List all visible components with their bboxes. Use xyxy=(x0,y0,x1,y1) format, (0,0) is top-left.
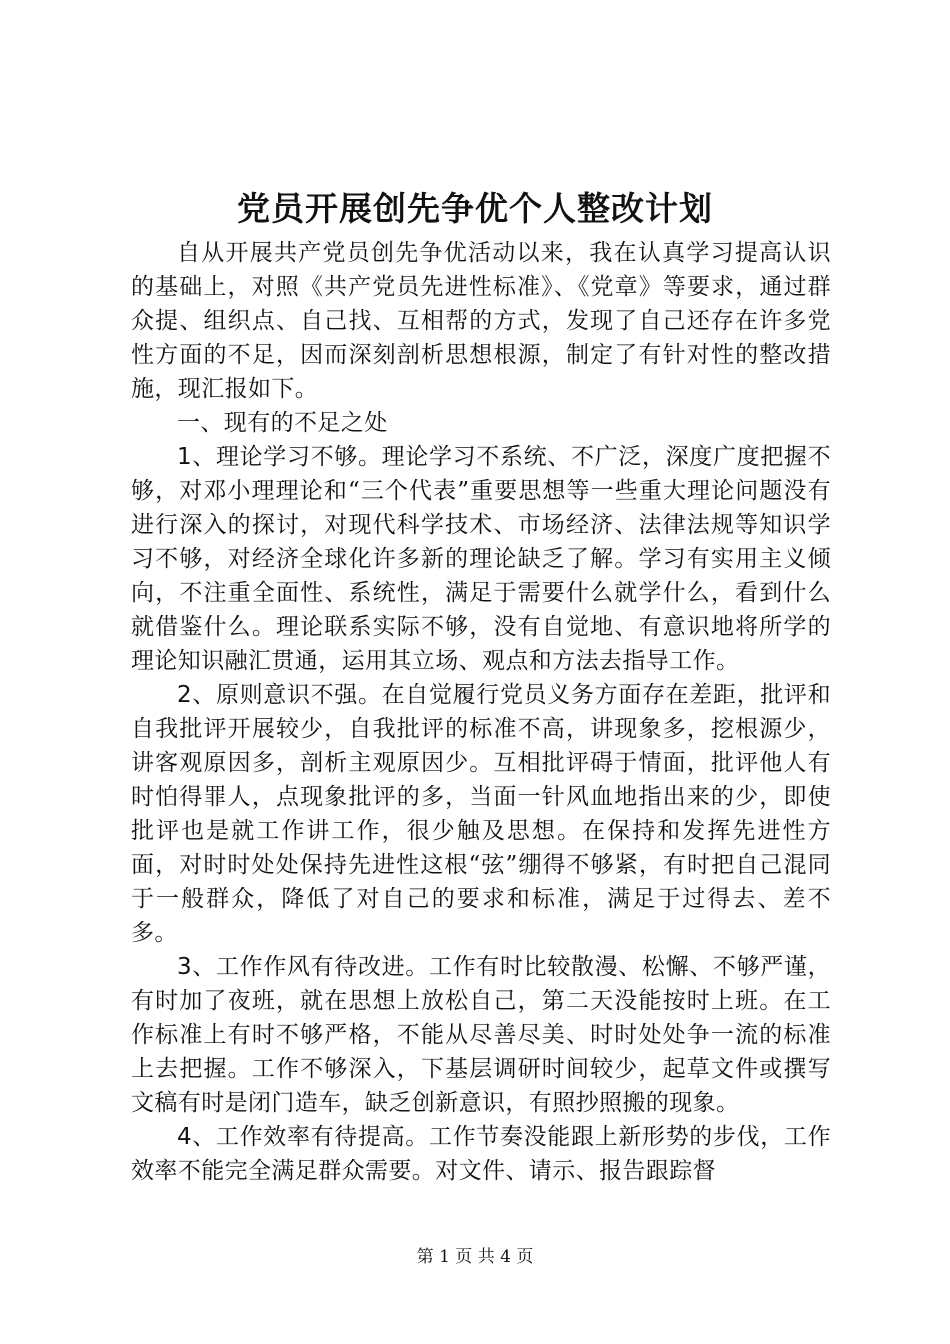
section-heading: 一、现有的不足之处 xyxy=(177,410,388,436)
intro-paragraph: 自从开展共产党员创先争优活动以来，我在认真学习提高认识的基础上，对照《共产党员先进性标准》、《党章》等要求，通过群众提、组织点、自己找、互相帮的方式，发现了自己还存在许多党性方面的不足，因而深刻剖析思想根源，制定了有针对性的整改措施，现汇报如下。 xyxy=(131,240,831,402)
item-text-1: 理论学习不系统、不广泛，深度广度把握不够，对邓小理理论和“三个代表”重要思想等一些重大理论问题没有进行深入的探讨，对现代科学技术、市场经济、法律法规等知识学习不够，对经济全球化许多新的理论缺乏了解。学习有实用主义倾向，不注重全面性、系统性，满足于需要什么就学什么，看到什么就借鉴什么。理论联系实际不够，没有自觉地、有意识地将所学的理论知识融汇贯通，运用其立场、观点和方法去指导工作。 xyxy=(131,444,831,674)
item-title-2: 2、原则意识不强。 xyxy=(177,682,382,708)
item-title-1: 1、理论学习不够。 xyxy=(177,444,382,470)
page-footer: 第 1 页 共 4 页 xyxy=(416,1247,534,1267)
item-paragraph-3 xyxy=(131,950,831,1120)
item-text-3: 工作有时比较散漫、松懈、不够严谨，有时加了夜班，就在思想上放松自己，第二天没能按时上班。在工作标准上有时不够严格，不能从尽善尽美、时时处处争一流的标准上去把握。工作不够深入，下基层调研时间较少，起草文件或撰写文稿有时是闭门造车，缺乏创新意识，有照抄照搬的现象。 xyxy=(131,954,831,1116)
item-paragraph-4 xyxy=(131,1120,831,1188)
document-body xyxy=(131,236,831,1188)
item-title-4: 4、工作效率有待提高。 xyxy=(177,1124,429,1150)
item-paragraph-2 xyxy=(131,678,831,950)
item-text-4: 工作节奏没能跟上新形势的步伐，工作效率不能完全满足群众需要。对文件、请示、报告跟踪督 xyxy=(131,1124,831,1184)
document-title: 党员开展创先争优个人整改计划 xyxy=(237,189,713,228)
item-paragraph-1 xyxy=(131,440,831,678)
item-title-3: 3、工作作风有待改进。 xyxy=(177,954,429,980)
item-text-2: 在自觉履行党员义务方面存在差距，批评和自我批评开展较少，自我批评的标准不高，讲现象多，挖根源少，讲客观原因多，剖析主观原因少。互相批评碍于情面，批评他人有时怕得罪人，点现象批评的多，当面一针风血地指出来的少，即使批评也是就工作讲工作，很少触及思想。在保持和发挥先进性方面，对时时处处保持先进性这根“弦”绷得不够紧，有时把自己混同于一般群众，降低了对自己的要求和标准，满足于过得去、差不多。 xyxy=(131,682,831,946)
